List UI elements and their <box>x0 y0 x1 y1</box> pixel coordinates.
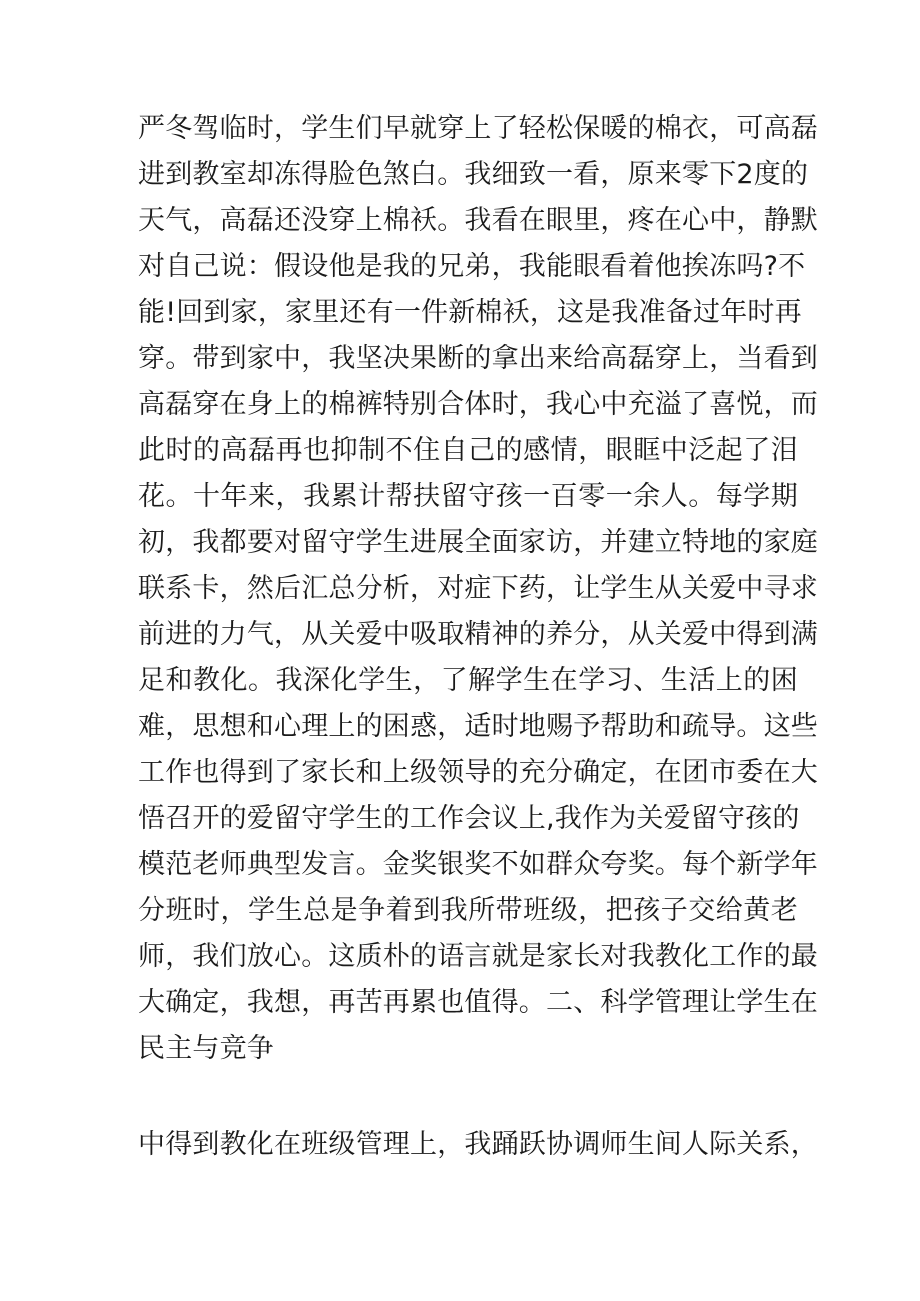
text-line: 难，思想和心理上的困惑，适时地赐予帮助和疏导。这些 <box>138 711 818 742</box>
text-line: 大确定，我想，再苦再累也值得。二、科学管理让学生在 <box>138 987 818 1018</box>
text-line: 穿。带到家中，我坚决果断的拿出来给高磊穿上，当看到 <box>138 343 818 374</box>
body-paragraph-2 <box>138 1122 818 1168</box>
text-line: 前进的力气，从关爱中吸取精神的养分，从关爱中得到满 <box>138 619 818 650</box>
text-line: 悟召开的爱留守学生的工作会议上,我作为关爱留守孩的 <box>138 803 800 834</box>
text-line: 师，我们放心。这质朴的语言就是家长对我教化工作的最 <box>138 941 818 972</box>
text-line: 严冬驾临时，学生们早就穿上了轻松保暖的棉衣，可高磊 <box>138 113 818 144</box>
text-line: 对自己说：假设他是我的兄弟，我能眼看着他挨冻吗?不 <box>138 251 806 282</box>
text-line: 工作也得到了家长和上级领导的充分确定，在团市委在大 <box>138 757 818 788</box>
text-line: 中得到教化在班级管理上，我踊跃协调师生间人际关系， <box>138 1129 818 1160</box>
text-line: 此时的高磊再也抑制不住自己的感情，眼眶中泛起了泪 <box>138 435 798 466</box>
text-line: 分班时，学生总是争着到我所带班级，把孩子交给黄老 <box>138 895 798 926</box>
text-line: 初，我都要对留守学生进展全面家访，并建立特地的家庭 <box>138 527 818 558</box>
text-line: 模范老师典型发言。金奖银奖不如群众夸奖。每个新学年 <box>138 849 818 880</box>
text-line: 花。十年来，我累计帮扶留守孩一百零一余人。每学期 <box>138 481 798 512</box>
body-paragraph-1 <box>138 106 818 1072</box>
text-line: 能!回到家，家里还有一件新棉袄，这是我准备过年时再 <box>138 297 802 328</box>
text-line: 天气，高磊还没穿上棉袄。我看在眼里，疼在心中，静默 <box>138 205 818 236</box>
text-line: 高磊穿在身上的棉裤特别合体时，我心中充溢了喜悦，而 <box>138 389 818 420</box>
text-line: 联系卡，然后汇总分析，对症下药，让学生从关爱中寻求 <box>138 573 818 604</box>
text-line: 足和教化。我深化学生，了解学生在学习、生活上的困 <box>138 665 798 696</box>
text-line: 民主与竞争 <box>138 1033 274 1064</box>
text-line: 进到教室却冻得脸色煞白。我细致一看，原来零下2度的 <box>138 159 809 190</box>
